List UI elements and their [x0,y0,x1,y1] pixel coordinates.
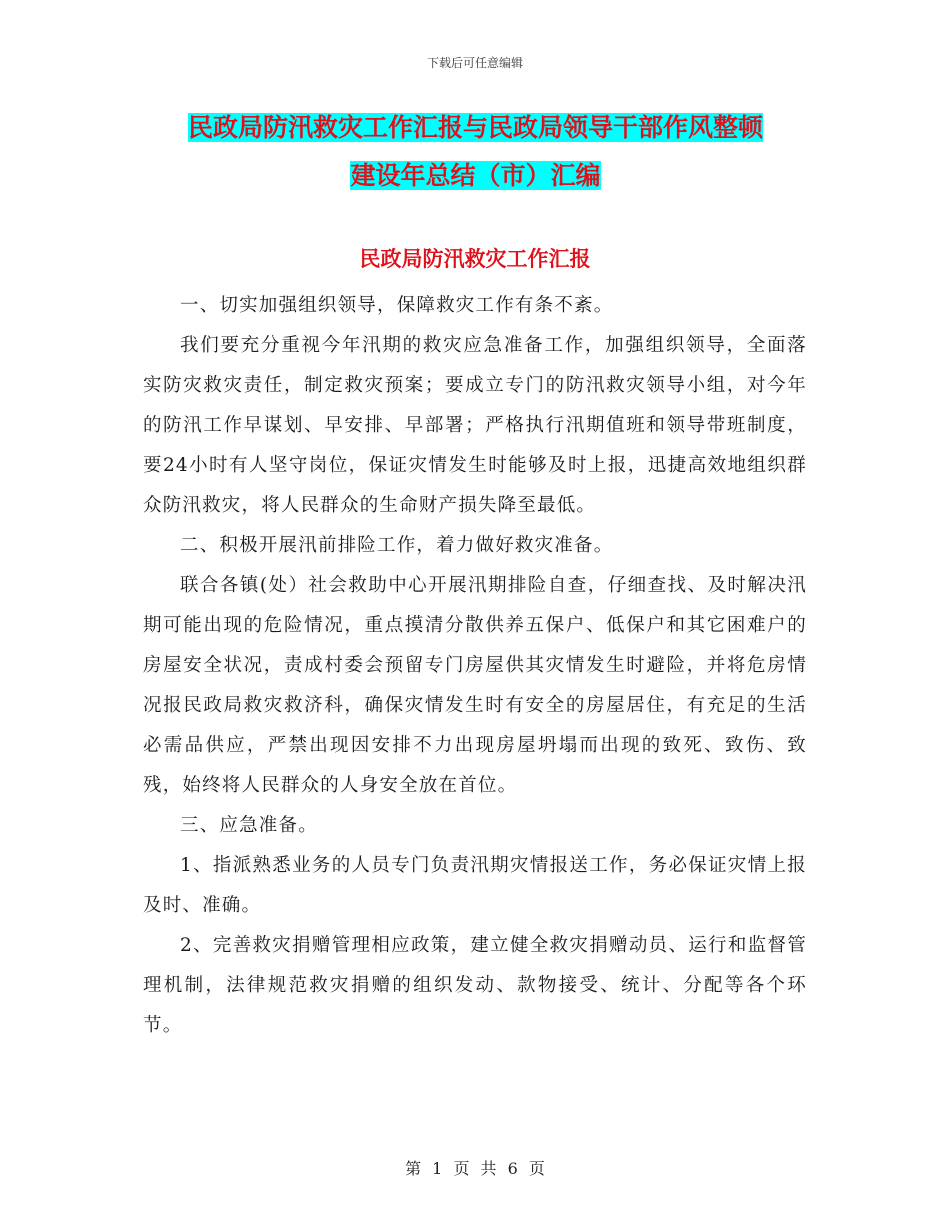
paragraph-heading-1: 一、切实加强组织领导，保障救灾工作有条不紊。 [180,295,614,316]
document-body [143,286,807,1046]
title-line-2: 建设年总结（市）汇编 [350,161,601,190]
header-note: 下载后可任意编辑 [426,56,523,70]
paragraph-heading-3: 三、应急准备。 [180,815,318,836]
paragraph: 联合各镇(处）社会救助中心开展汛期排险自查，仔细查找、及时解决汛期可能出现的危险情况，重点摸清分散供养五保户、低保户和其它困难户的房屋安全状况，责成村委会预留专门房屋供其灾情发生时避险，并将危房情况报民政局救灾救济科，确保灾情发生时有安全的房屋居住，有充足的生活必需品供应，严禁出现因安排不力出现房屋坍塌而出现的致死、致伤、致残，始终将人民群众的人身安全放在首位。 [143,575,807,796]
paragraph: 2、完善救灾捐赠管理相应政策，建立健全救灾捐赠动员、运行和监督管理机制，法律规范救灾捐赠的组织发动、款物接受、统计、分配等各个环节。 [143,935,807,1036]
title-line-1: 民政局防汛救灾工作汇报与民政局领导干部作风整顿 [187,113,763,142]
paragraph-heading-2: 二、积极开展汛前排险工作，着力做好救灾准备。 [180,535,614,556]
section-title: 民政局防汛救灾工作汇报 [359,247,591,271]
page-footer: 第 1 页 共 6 页 [405,1159,545,1178]
paragraph: 我们要充分重视今年汛期的救灾应急准备工作，加强组织领导，全面落实防灾救灾责任，制定救灾预案；要成立专门的防汛救灾领导小组，对今年的防汛工作早谋划、早安排、早部署；严格执行汛期值班和领导带班制度，要24小时有人坚守岗位，保证灾情发生时能够及时上报，迅捷高效地组织群众防汛救灾，将人民群众的生命财产损失降至最低。 [143,335,807,516]
paragraph: 1、指派熟悉业务的人员专门负责汛期灾情报送工作，务必保证灾情上报及时、准确。 [143,855,807,916]
document-title [143,104,808,200]
